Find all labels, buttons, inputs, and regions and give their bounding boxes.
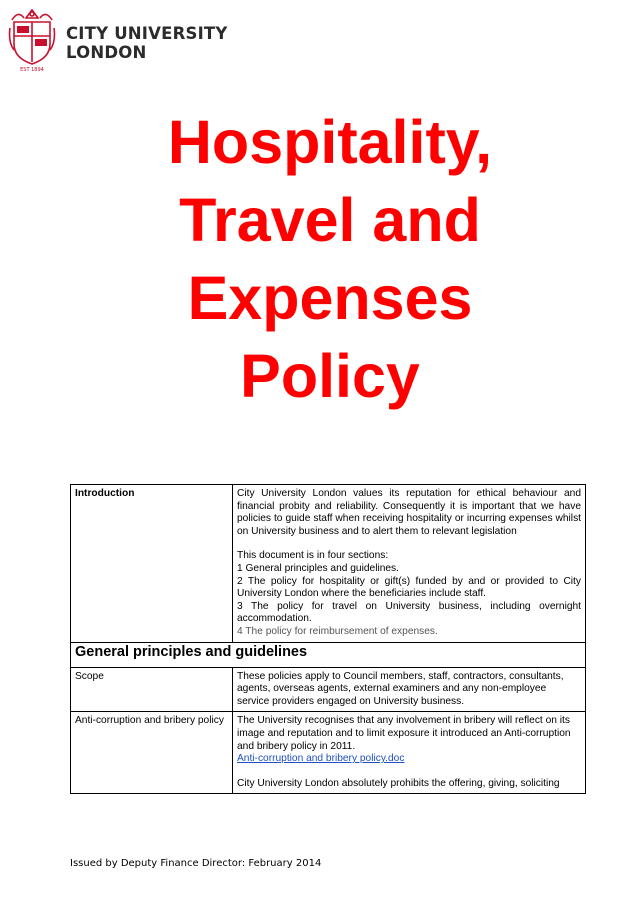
section-list-item: 3 The policy for travel on University business, including overnight accommodation. [237,600,581,625]
title-line: Travel and [179,186,481,254]
anticorruption-content [233,712,586,794]
section-list-item: 4 The policy for reimbursement of expenses. [237,625,438,637]
row-label-introduction: Introduction [71,485,233,643]
anticorruption-text: The University recognises that any involvement in bribery will reflect on its image and reputation and to limit exposure it introduced an Anti-corruption and bribery policy in 2011. [237,715,571,752]
policy-table [70,484,586,794]
title-line: Policy [240,342,420,410]
introduction-paragraph: City University London values its reputation for ethical behaviour and financial probity and reliability. Consequently it is important that we have policies to guide staff when receiving hospitality or incurring expenses whilst on University business and to alert them to relevant legislation [237,488,581,537]
sections-intro: This document is in four sections: [237,550,389,562]
crest-text: EST 1894 [20,67,44,72]
document-title [70,103,590,415]
anticorruption-text-continued: City University London absolutely prohibits the offering, giving, soliciting [237,777,560,789]
university-logo [8,6,228,76]
logo-text-line2: LONDON [66,43,147,62]
anticorruption-policy-link[interactable]: Anti-corruption and bribery policy.doc [237,753,405,765]
table-row-introduction [71,485,586,643]
table-row-section-heading [71,642,586,667]
table-row-scope [71,667,586,712]
scope-content [233,667,586,712]
scope-text: These policies apply to Council members, staff, contractors, consultants, agents, overseas agents, external examiners and any non-employee service providers engaged on University business. [237,670,564,707]
row-label-anticorruption: Anti-corruption and bribery policy [71,712,233,794]
introduction-content [233,485,586,643]
section-list-item: 2 The policy for hospitality or gift(s) funded by and or provided to City University London where the beneficiaries include staff. [237,575,581,600]
logo-text-line1: CITY UNIVERSITY [66,24,228,43]
footer-issued-by: Issued by Deputy Finance Director: February 2014 [70,858,322,869]
title-line: Hospitality, [167,108,493,176]
section-list-item: 1 General principles and guidelines. [237,562,399,574]
university-crest-icon [8,6,56,72]
table-row-anticorruption [71,712,586,794]
title-line: Expenses [187,264,473,332]
row-label-scope: Scope [71,667,233,712]
section-heading: General principles and guidelines [71,642,586,667]
